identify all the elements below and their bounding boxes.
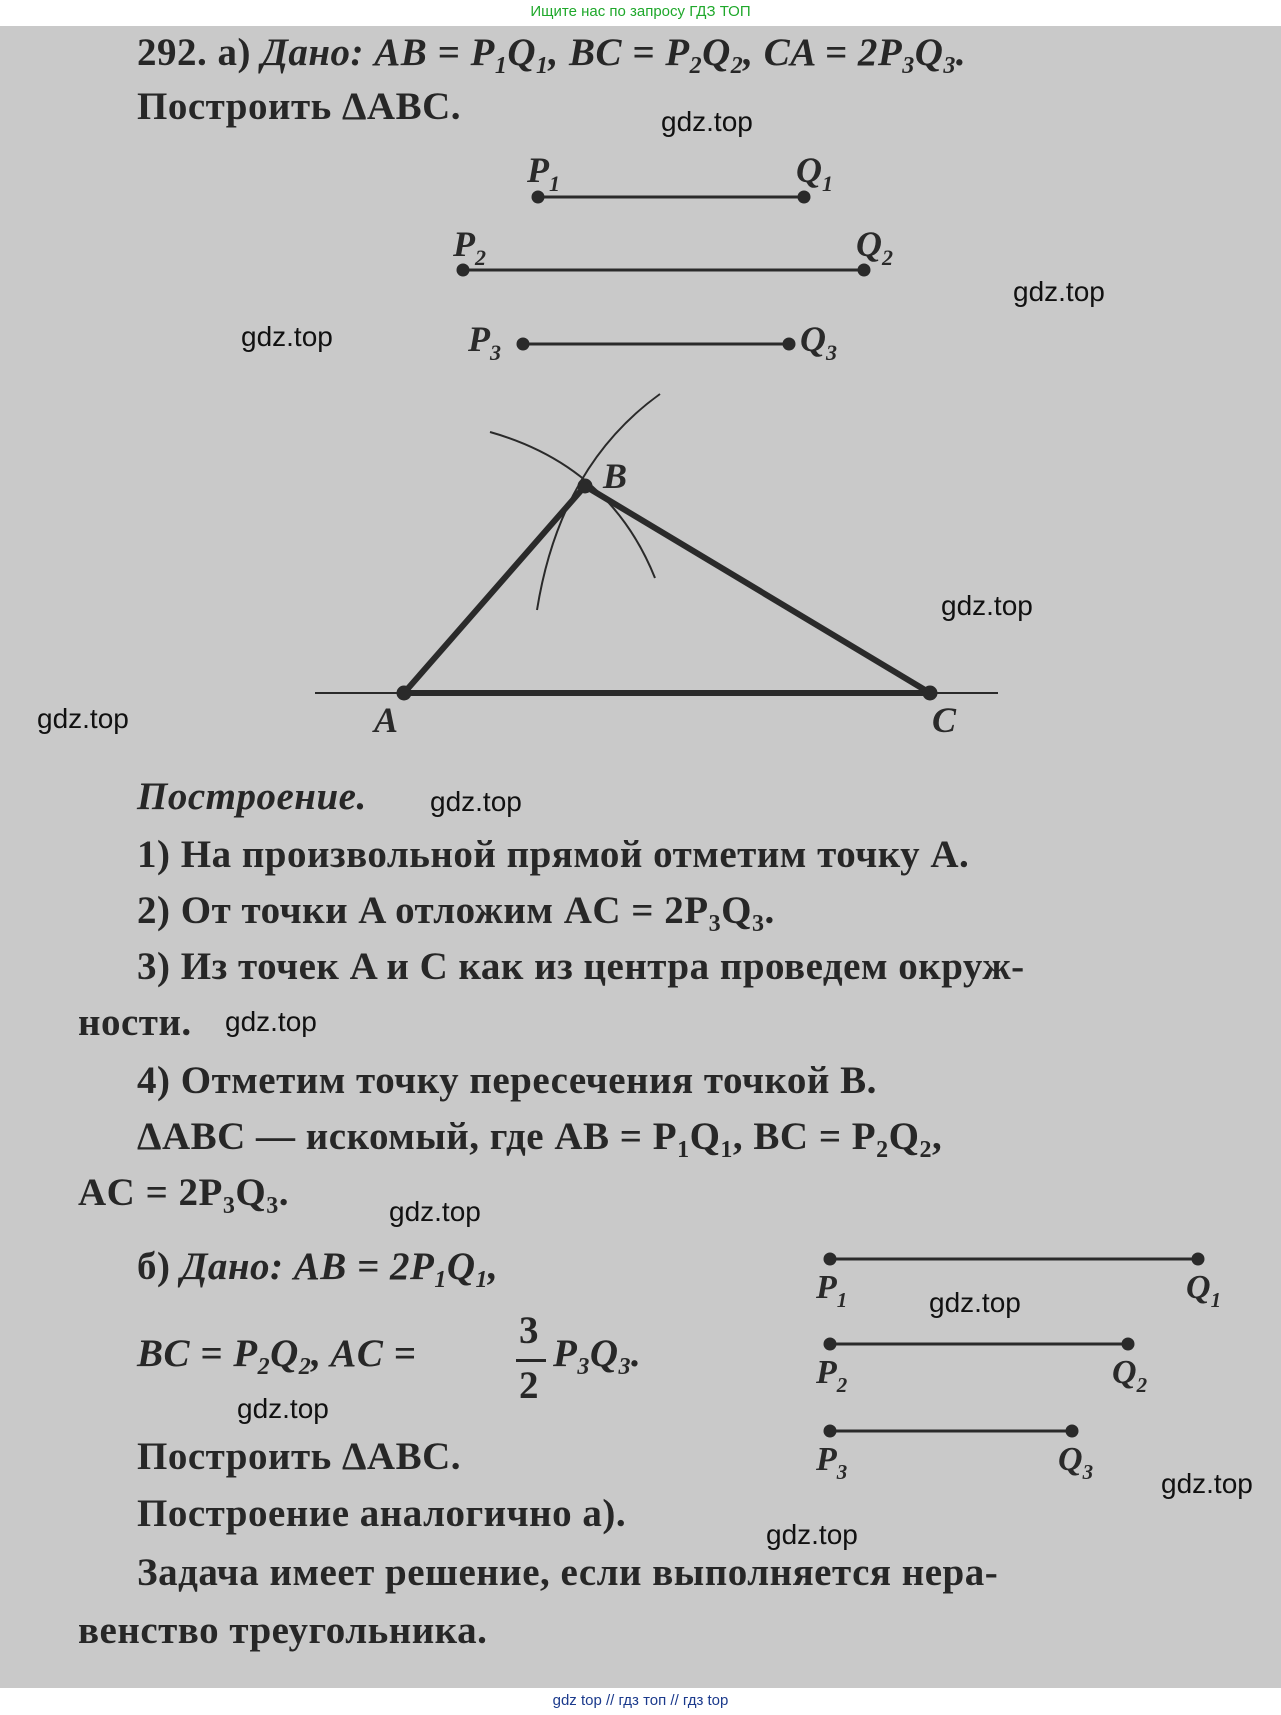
bottom-footer[interactable] [0, 1688, 1281, 1715]
point-c [923, 686, 937, 700]
step-1: 1) На произвольной прямой отметим точку A. [137, 833, 970, 876]
given-b-2: BC = $P_2Q_2$, AC = [137, 1332, 417, 1380]
watermark: gdz.top [389, 1196, 481, 1227]
textbook-page [0, 26, 1281, 1688]
label-p3: $P_3$ [468, 319, 501, 365]
label-q3: $Q_3$ [800, 319, 837, 365]
fraction-bar [516, 1359, 546, 1362]
label-p1: $P_1$ [527, 150, 560, 196]
fraction-numerator: 3 [519, 1309, 539, 1352]
fraction-denominator: 2 [519, 1364, 539, 1407]
step-2: 2) От точки A отложим AC = $2P_3Q_3$. [137, 889, 775, 937]
point-p3 [517, 338, 529, 350]
watermark: gdz.top [225, 1006, 317, 1037]
arc-from-c [490, 432, 655, 578]
svg-text:Q3: $Q_3$ [1058, 1441, 1094, 1484]
problem-number: 292. [137, 31, 208, 74]
watermark: gdz.top [241, 321, 333, 352]
watermark: gdz.top [37, 703, 129, 734]
given-b: б) Дано: AB = $2P_1Q_1$, [137, 1245, 499, 1293]
label-a: A [374, 700, 399, 740]
watermark: gdz.top [1013, 276, 1105, 307]
step-4: 4) Отметим точку пересечения точкой B. [137, 1059, 877, 1102]
label-c: C [932, 700, 957, 740]
construction-heading: Построение. [137, 775, 367, 818]
point-a [397, 686, 411, 700]
point-p1 [532, 191, 544, 203]
watermark: gdz.top [430, 786, 522, 817]
result-line-2: AC = $2P_3Q_3$. [78, 1171, 289, 1219]
point-b-p3 [824, 1425, 836, 1437]
side-bc [585, 486, 930, 693]
construction-analog: Построение аналогично а). [137, 1492, 627, 1535]
step-3: 3) Из точек A и C как из центра проведем окруж- [137, 945, 1025, 988]
watermark: gdz.top [766, 1519, 858, 1550]
point-b-p2 [824, 1338, 836, 1350]
problem-given-a: 292. а) Дано: AB = $P_1Q_1$, BC = $P_2Q_2$, CA = $2P_3Q_3$. [137, 31, 967, 79]
svg-text:Q1: $Q_1$ [1186, 1269, 1222, 1312]
point-q3 [783, 338, 795, 350]
condition-line-1: Задача имеет решение, если выполняется нера- [137, 1551, 999, 1594]
given-b-tail: $P_3Q_3$. [553, 1332, 642, 1380]
figure-a [0, 26, 1281, 746]
construct-a: Построить ΔABC. [137, 85, 462, 128]
point-q2 [858, 264, 870, 276]
svg-text:P2: $P_2$ [816, 1354, 848, 1397]
watermark: gdz.top [929, 1287, 1021, 1318]
footer-links[interactable]: gdz top // гдз топ // гдз top [552, 1692, 729, 1709]
label-p2: $P_2$ [453, 224, 486, 270]
svg-text:Q2: $Q_2$ [1112, 1354, 1148, 1397]
label-q2: $Q_2$ [856, 224, 893, 270]
top-banner[interactable] [0, 0, 1281, 26]
point-q1 [798, 191, 810, 203]
point-b-q3 [1066, 1425, 1078, 1437]
point-b-q2 [1122, 1338, 1134, 1350]
arc-from-a [537, 394, 660, 610]
step-3-cont: ности. [78, 1001, 192, 1044]
watermark: gdz.top [941, 590, 1033, 621]
svg-text:P1: $P_1$ [816, 1269, 848, 1312]
watermark: gdz.top [661, 106, 753, 137]
label-q1: $Q_1$ [796, 150, 833, 196]
banner-text[interactable]: Ищите нас по запросу ГДЗ ТОП [530, 3, 751, 20]
side-ab [404, 486, 585, 693]
point-b-p1 [824, 1253, 836, 1265]
watermark: gdz.top [1161, 1468, 1253, 1499]
construct-b: Построить ΔABC. [137, 1435, 462, 1478]
svg-text:P3: $P_3$ [816, 1441, 848, 1484]
label-b: B [603, 456, 628, 496]
point-p2 [457, 264, 469, 276]
point-b-q1 [1192, 1253, 1204, 1265]
watermark: gdz.top [237, 1393, 329, 1424]
condition-line-2: венство треугольника. [78, 1609, 488, 1652]
result-line-1: ΔABC — искомый, где AB = $P_1Q_1$, BC = $P_2Q_2$, [137, 1115, 943, 1163]
